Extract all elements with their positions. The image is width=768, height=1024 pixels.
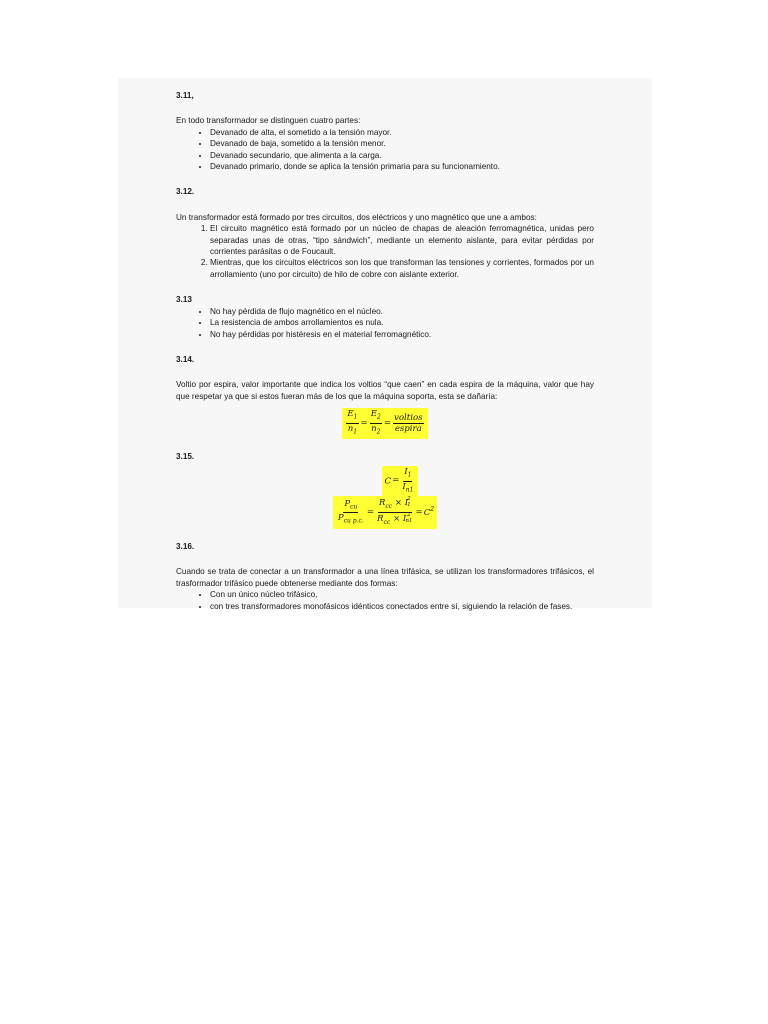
heading-3-11: 3.11, <box>176 91 194 100</box>
list-item: 1. El circuito magnético está formado por un núcleo de chapas de aleación ferromagnética, unidas pero separadas unas de otras, “tipo sándwich”, mediante un elemento aislante, para evitar pérdidas por corrientes parásitas o de Foucault. <box>210 223 594 257</box>
formula-volts-per-turn: $\frac{E_1}{n_1}$ = $\frac{E_2}{n_2}$ = $\frac{\text{voltios}}{\text{espira}}$ <box>342 408 427 438</box>
intro-3-12: Un transformador está formado por tres circuitos, dos eléctricos y uno magnético que une a ambos: <box>176 212 537 222</box>
heading-3-13: 3.13 <box>176 295 192 305</box>
formula-load-index-line2: $\frac{P_{cu}}{P_{cu p.c.}}$ = $R_{cc} \times I$ 2 1 $R_{cc} \times I$ 2 n1 $=C^2$ <box>333 496 437 529</box>
list-3-16 <box>176 589 594 612</box>
heading-3-15: 3.15. <box>176 451 195 461</box>
heading-3-12: 3.12. <box>176 187 195 197</box>
list-item: 2. Mientras, que los circuitos eléctricos son los que transforman las tensiones y corrientes, formados por un arrollamiento (uno por circuito) de hilo de cobre con aislante exterior. <box>210 257 594 280</box>
text-3-14: Voltio por espira, valor importante que indica los voltios “que caen” en cada espira de la máquina, valor que hay que respetar ya que si estos fueran más de los que la máquina soporta, esta se dañaría: <box>176 380 594 401</box>
list-item: • La resistencia de ambos arrollamientos es nula. <box>210 317 594 328</box>
formula-3-14-wrap <box>176 408 594 438</box>
intro-3-11: En todo transformador se distinguen cuatro partes: <box>176 116 361 126</box>
formula-load-index-line1: C= $\frac{I_1}{I_{n1}}$ <box>382 466 419 496</box>
list-item: • con tres transformadores monofásicos idénticos conectados entre sí, siguiendo la relación de fases. <box>210 601 594 612</box>
list-item: • No hay pérdida de flujo magnético en el núcleo. <box>210 306 594 317</box>
list-item: • Devanado primario, donde se aplica la tensión primaria para su funcionamiento. <box>210 161 594 172</box>
list-item: • Devanado de alta, el sometido a la tensión mayor. <box>210 127 594 138</box>
heading-3-14: 3.14. <box>176 354 195 364</box>
heading-3-16: 3.16. <box>176 542 195 552</box>
list-3-11 <box>176 127 594 173</box>
list-item: • No hay pérdidas por histéresis en el material ferromagnético. <box>210 329 594 340</box>
list-item: • Con un único núcleo trifásico, <box>210 589 594 600</box>
document-content <box>176 90 594 612</box>
list-3-13 <box>176 306 594 340</box>
list-item: • Devanado secundario, que alimenta a la carga. <box>210 150 594 161</box>
formula-3-15-wrap <box>176 466 594 529</box>
list-3-12 <box>176 223 594 280</box>
formula-load-index <box>333 466 437 529</box>
text-3-16: Cuando se trata de conectar a un transformador a una línea trifásica, se utilizan los transformadores trifásicos, el trasformador trifásico puede obtenerse mediante dos formas: <box>176 567 594 588</box>
list-item: • Devanado de baja, sometido a la tensión menor. <box>210 138 594 149</box>
